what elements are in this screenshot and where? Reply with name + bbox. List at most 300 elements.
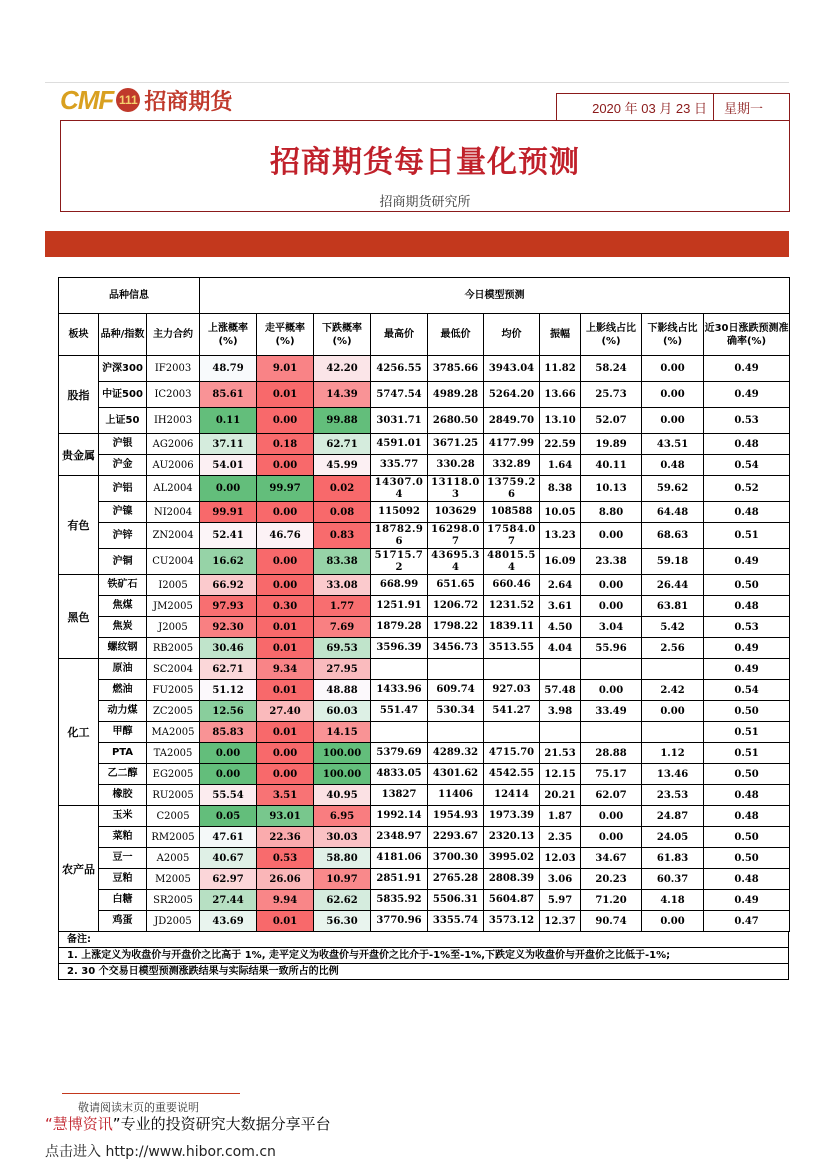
flat-prob-cell: 0.30: [257, 596, 314, 617]
down-prob-cell: 58.80: [314, 848, 371, 869]
up-prob-cell: 27.44: [200, 890, 257, 911]
contract-cell: AL2004: [147, 476, 200, 502]
avg-cell: 1231.52: [484, 596, 540, 617]
upper-shadow-cell: 20.23: [581, 869, 642, 890]
down-prob-cell: 100.00: [314, 743, 371, 764]
amplitude-cell: 21.53: [540, 743, 581, 764]
contract-cell: AG2006: [147, 434, 200, 455]
down-prob-cell: 14.39: [314, 382, 371, 408]
contract-cell: A2005: [147, 848, 200, 869]
accuracy-cell: 0.48: [704, 806, 790, 827]
table-row: [59, 617, 790, 638]
col-header: 均价: [484, 314, 540, 356]
amplitude-cell: 13.23: [540, 523, 581, 549]
down-prob-cell: 60.03: [314, 701, 371, 722]
up-prob-cell: 97.93: [200, 596, 257, 617]
accuracy-cell: 0.50: [704, 827, 790, 848]
upper-shadow-cell: 71.20: [581, 890, 642, 911]
col-header: 主力合约: [147, 314, 200, 356]
up-prob-cell: 0.00: [200, 764, 257, 785]
avg-cell: 541.27: [484, 701, 540, 722]
flat-prob-cell: 0.00: [257, 502, 314, 523]
low-cell: 103629: [428, 502, 484, 523]
lower-shadow-cell: 2.56: [642, 638, 704, 659]
avg-cell: 4542.55: [484, 764, 540, 785]
amplitude-cell: 4.04: [540, 638, 581, 659]
variety-cell: 玉米: [99, 806, 147, 827]
variety-cell: 燃油: [99, 680, 147, 701]
footer-divider: [62, 1093, 240, 1094]
upper-shadow-cell: [581, 659, 642, 680]
avg-cell: 12414: [484, 785, 540, 806]
sector-cell: 有色: [59, 476, 99, 575]
upper-shadow-cell: 3.04: [581, 617, 642, 638]
up-prob-cell: 12.56: [200, 701, 257, 722]
amplitude-cell: 2.64: [540, 575, 581, 596]
low-cell: 3355.74: [428, 911, 484, 932]
down-prob-cell: 62.71: [314, 434, 371, 455]
up-prob-cell: 43.69: [200, 911, 257, 932]
accuracy-cell: 0.48: [704, 869, 790, 890]
amplitude-cell: 22.59: [540, 434, 581, 455]
down-prob-cell: 48.88: [314, 680, 371, 701]
lower-shadow-cell: 23.53: [642, 785, 704, 806]
lower-shadow-cell: 0.48: [642, 455, 704, 476]
low-cell: 3785.66: [428, 356, 484, 382]
table-row: [59, 722, 790, 743]
accuracy-cell: 0.49: [704, 638, 790, 659]
variety-cell: 沪铜: [99, 549, 147, 575]
lower-shadow-cell: 4.18: [642, 890, 704, 911]
note-item: 1. 上涨定义为收盘价与开盘价之比高于 1%, 走平定义为收盘价与开盘价之比介于-1%至-1%,下跌定义为收盘价与开盘价之比低于-1%;: [58, 948, 789, 964]
variety-cell: 铁矿石: [99, 575, 147, 596]
high-cell: 2348.97: [371, 827, 428, 848]
lower-shadow-cell: 1.12: [642, 743, 704, 764]
sector-cell: 农产品: [59, 806, 99, 932]
upper-shadow-cell: 25.73: [581, 382, 642, 408]
lower-shadow-cell: 64.48: [642, 502, 704, 523]
high-cell: 4591.01: [371, 434, 428, 455]
upper-shadow-cell: 23.38: [581, 549, 642, 575]
table-row: [59, 701, 790, 722]
contract-cell: RM2005: [147, 827, 200, 848]
accuracy-cell: 0.52: [704, 476, 790, 502]
logo-text-en: CMF: [60, 84, 114, 115]
flat-prob-cell: 0.01: [257, 911, 314, 932]
up-prob-cell: 52.41: [200, 523, 257, 549]
forecast-table: [58, 277, 790, 932]
contract-cell: CU2004: [147, 549, 200, 575]
amplitude-cell: 4.50: [540, 617, 581, 638]
contract-cell: RB2005: [147, 638, 200, 659]
accuracy-cell: 0.50: [704, 701, 790, 722]
variety-cell: 中证500: [99, 382, 147, 408]
down-prob-cell: 62.62: [314, 890, 371, 911]
amplitude-cell: 11.82: [540, 356, 581, 382]
down-prob-cell: 56.30: [314, 911, 371, 932]
avg-cell: 927.03: [484, 680, 540, 701]
high-cell: 5835.92: [371, 890, 428, 911]
page-title: 招商期货每日量化预测: [270, 145, 580, 180]
variety-cell: 动力煤: [99, 701, 147, 722]
avg-cell: 3995.02: [484, 848, 540, 869]
high-cell: 4256.55: [371, 356, 428, 382]
lower-shadow-cell: 59.18: [642, 549, 704, 575]
contract-cell: IH2003: [147, 408, 200, 434]
table-row: [59, 434, 790, 455]
ad-rest: ”专业的投资研究大数据分享平台: [112, 1115, 331, 1133]
col-header: 上涨概率(%): [200, 314, 257, 356]
variety-cell: 豆一: [99, 848, 147, 869]
table-row: [59, 911, 790, 932]
avg-cell: 3573.12: [484, 911, 540, 932]
accuracy-cell: 0.48: [704, 502, 790, 523]
low-cell: 2293.67: [428, 827, 484, 848]
contract-cell: TA2005: [147, 743, 200, 764]
up-prob-cell: 0.11: [200, 408, 257, 434]
contract-cell: SC2004: [147, 659, 200, 680]
note-item: 2. 30 个交易日模型预测涨跌结果与实际结果一致所占的比例: [58, 964, 789, 980]
low-cell: 43695.3 4: [428, 549, 484, 575]
table-row: [59, 596, 790, 617]
lower-shadow-cell: 24.05: [642, 827, 704, 848]
section-banner: [45, 231, 789, 257]
lower-shadow-cell: 5.42: [642, 617, 704, 638]
avg-cell: 2849.70: [484, 408, 540, 434]
avg-cell: [484, 659, 540, 680]
down-prob-cell: 10.97: [314, 869, 371, 890]
upper-shadow-cell: 75.17: [581, 764, 642, 785]
amplitude-cell: 1.87: [540, 806, 581, 827]
avg-cell: 1973.39: [484, 806, 540, 827]
contract-cell: AU2006: [147, 455, 200, 476]
contract-cell: JD2005: [147, 911, 200, 932]
amplitude-cell: 13.10: [540, 408, 581, 434]
contract-cell: ZC2005: [147, 701, 200, 722]
table-row: [59, 638, 790, 659]
upper-shadow-cell: 0.00: [581, 575, 642, 596]
avg-cell: 5604.87: [484, 890, 540, 911]
amplitude-cell: 2.35: [540, 827, 581, 848]
upper-shadow-cell: 10.13: [581, 476, 642, 502]
flat-prob-cell: 93.01: [257, 806, 314, 827]
amplitude-cell: 3.61: [540, 596, 581, 617]
table-row: [59, 869, 790, 890]
accuracy-cell: 0.54: [704, 455, 790, 476]
flat-prob-cell: 46.76: [257, 523, 314, 549]
variety-cell: 焦炭: [99, 617, 147, 638]
variety-cell: 鸡蛋: [99, 911, 147, 932]
down-prob-cell: 27.95: [314, 659, 371, 680]
variety-cell: PTA: [99, 743, 147, 764]
high-cell: 4833.05: [371, 764, 428, 785]
upper-shadow-cell: 0.00: [581, 680, 642, 701]
down-prob-cell: 99.88: [314, 408, 371, 434]
down-prob-cell: 40.95: [314, 785, 371, 806]
low-cell: 11406: [428, 785, 484, 806]
high-cell: 14307.0 4: [371, 476, 428, 502]
flat-prob-cell: 0.01: [257, 617, 314, 638]
up-prob-cell: 51.12: [200, 680, 257, 701]
contract-cell: SR2005: [147, 890, 200, 911]
flat-prob-cell: 0.00: [257, 408, 314, 434]
lower-shadow-cell: 63.81: [642, 596, 704, 617]
upper-shadow-cell: 0.00: [581, 523, 642, 549]
low-cell: 330.28: [428, 455, 484, 476]
col-header: 上影线占比(%): [581, 314, 642, 356]
up-prob-cell: 0.00: [200, 743, 257, 764]
footer-link[interactable]: 点击进入 http://www.hibor.com.cn: [45, 1144, 276, 1160]
contract-cell: ZN2004: [147, 523, 200, 549]
variety-cell: 白糖: [99, 890, 147, 911]
contract-cell: FU2005: [147, 680, 200, 701]
up-prob-cell: 16.62: [200, 549, 257, 575]
col-header: 下跌概率(%): [314, 314, 371, 356]
col-header: 走平概率(%): [257, 314, 314, 356]
up-prob-cell: 0.05: [200, 806, 257, 827]
flat-prob-cell: 0.53: [257, 848, 314, 869]
accuracy-cell: 0.54: [704, 680, 790, 701]
avg-cell: 332.89: [484, 455, 540, 476]
low-cell: 4289.32: [428, 743, 484, 764]
high-cell: [371, 659, 428, 680]
table-row: [59, 455, 790, 476]
contract-cell: C2005: [147, 806, 200, 827]
variety-cell: 乙二醇: [99, 764, 147, 785]
down-prob-cell: 7.69: [314, 617, 371, 638]
variety-cell: 沪金: [99, 455, 147, 476]
down-prob-cell: 33.08: [314, 575, 371, 596]
avg-cell: 4715.70: [484, 743, 540, 764]
high-cell: 3770.96: [371, 911, 428, 932]
col-header: 最低价: [428, 314, 484, 356]
group-header-info: 品种信息: [59, 278, 200, 314]
upper-shadow-cell: 52.07: [581, 408, 642, 434]
amplitude-cell: 12.15: [540, 764, 581, 785]
variety-cell: 沪银: [99, 434, 147, 455]
down-prob-cell: 0.08: [314, 502, 371, 523]
accuracy-cell: 0.53: [704, 617, 790, 638]
up-prob-cell: 0.00: [200, 476, 257, 502]
variety-cell: 豆粕: [99, 869, 147, 890]
upper-shadow-cell: 34.67: [581, 848, 642, 869]
table-row: [59, 356, 790, 382]
flat-prob-cell: 0.18: [257, 434, 314, 455]
high-cell: 3031.71: [371, 408, 428, 434]
low-cell: 651.65: [428, 575, 484, 596]
variety-cell: 上证50: [99, 408, 147, 434]
down-prob-cell: 0.83: [314, 523, 371, 549]
variety-cell: 沪镍: [99, 502, 147, 523]
table-row: [59, 743, 790, 764]
up-prob-cell: 55.54: [200, 785, 257, 806]
accuracy-cell: 0.50: [704, 764, 790, 785]
accuracy-cell: 0.48: [704, 596, 790, 617]
flat-prob-cell: 0.00: [257, 764, 314, 785]
contract-cell: J2005: [147, 617, 200, 638]
down-prob-cell: 0.02: [314, 476, 371, 502]
avg-cell: 3513.55: [484, 638, 540, 659]
lower-shadow-cell: 60.37: [642, 869, 704, 890]
footer-read-note: 敬请阅读末页的重要说明: [78, 1101, 199, 1114]
avg-cell: 1839.11: [484, 617, 540, 638]
lower-shadow-cell: 24.87: [642, 806, 704, 827]
low-cell: 4301.62: [428, 764, 484, 785]
down-prob-cell: 45.99: [314, 455, 371, 476]
footer-ad: [45, 1113, 331, 1134]
low-cell: 1798.22: [428, 617, 484, 638]
down-prob-cell: 42.20: [314, 356, 371, 382]
up-prob-cell: 62.71: [200, 659, 257, 680]
high-cell: 1433.96: [371, 680, 428, 701]
flat-prob-cell: 0.00: [257, 743, 314, 764]
low-cell: 609.74: [428, 680, 484, 701]
up-prob-cell: 48.79: [200, 356, 257, 382]
table-row: [59, 502, 790, 523]
contract-cell: EG2005: [147, 764, 200, 785]
flat-prob-cell: 22.36: [257, 827, 314, 848]
low-cell: 4989.28: [428, 382, 484, 408]
amplitude-cell: 57.48: [540, 680, 581, 701]
accuracy-cell: 0.49: [704, 659, 790, 680]
lower-shadow-cell: 0.00: [642, 408, 704, 434]
col-header: 板块: [59, 314, 99, 356]
variety-cell: 原油: [99, 659, 147, 680]
sector-cell: 贵金属: [59, 434, 99, 476]
low-cell: 2765.28: [428, 869, 484, 890]
variety-cell: 菜粕: [99, 827, 147, 848]
accuracy-cell: 0.51: [704, 523, 790, 549]
accuracy-cell: 0.48: [704, 785, 790, 806]
high-cell: 13827: [371, 785, 428, 806]
low-cell: 13118.0 3: [428, 476, 484, 502]
up-prob-cell: 30.46: [200, 638, 257, 659]
ad-brand: 慧博资讯: [52, 1115, 113, 1133]
high-cell: 1879.28: [371, 617, 428, 638]
lower-shadow-cell: 0.00: [642, 382, 704, 408]
low-cell: [428, 722, 484, 743]
contract-cell: I2005: [147, 575, 200, 596]
flat-prob-cell: 0.00: [257, 455, 314, 476]
contract-cell: JM2005: [147, 596, 200, 617]
variety-cell: 沪铝: [99, 476, 147, 502]
lower-shadow-cell: 43.51: [642, 434, 704, 455]
down-prob-cell: 30.03: [314, 827, 371, 848]
upper-shadow-cell: 58.24: [581, 356, 642, 382]
low-cell: 16298.0 7: [428, 523, 484, 549]
amplitude-cell: [540, 722, 581, 743]
report-date: 2020 年 03 月 23 日: [557, 94, 714, 120]
flat-prob-cell: 0.00: [257, 575, 314, 596]
contract-cell: NI2004: [147, 502, 200, 523]
lower-shadow-cell: 2.42: [642, 680, 704, 701]
down-prob-cell: 1.77: [314, 596, 371, 617]
down-prob-cell: 6.95: [314, 806, 371, 827]
contract-cell: IF2003: [147, 356, 200, 382]
low-cell: 3456.73: [428, 638, 484, 659]
avg-cell: 2808.39: [484, 869, 540, 890]
flat-prob-cell: 9.34: [257, 659, 314, 680]
contract-cell: IC2003: [147, 382, 200, 408]
accuracy-cell: 0.50: [704, 848, 790, 869]
table-row: [59, 382, 790, 408]
col-header: 下影线占比(%): [642, 314, 704, 356]
contract-cell: RU2005: [147, 785, 200, 806]
flat-prob-cell: 9.01: [257, 356, 314, 382]
flat-prob-cell: 99.97: [257, 476, 314, 502]
table-row: [59, 827, 790, 848]
up-prob-cell: 40.67: [200, 848, 257, 869]
high-cell: 5747.54: [371, 382, 428, 408]
high-cell: 551.47: [371, 701, 428, 722]
flat-prob-cell: 26.06: [257, 869, 314, 890]
top-rule: [45, 82, 789, 83]
ad-quote-open: “: [45, 1115, 53, 1133]
col-header: 近30日涨跌预测准确率(%): [704, 314, 790, 356]
up-prob-cell: 47.61: [200, 827, 257, 848]
high-cell: 668.99: [371, 575, 428, 596]
amplitude-cell: 10.05: [540, 502, 581, 523]
accuracy-cell: 0.51: [704, 722, 790, 743]
upper-shadow-cell: 28.88: [581, 743, 642, 764]
high-cell: 2851.91: [371, 869, 428, 890]
logo-badge-icon: 111: [116, 88, 140, 112]
up-prob-cell: 54.01: [200, 455, 257, 476]
up-prob-cell: 66.92: [200, 575, 257, 596]
high-cell: [371, 722, 428, 743]
amplitude-cell: 12.03: [540, 848, 581, 869]
high-cell: 3596.39: [371, 638, 428, 659]
date-box: [556, 93, 790, 121]
amplitude-cell: 8.38: [540, 476, 581, 502]
high-cell: 115092: [371, 502, 428, 523]
upper-shadow-cell: 33.49: [581, 701, 642, 722]
upper-shadow-cell: 62.07: [581, 785, 642, 806]
accuracy-cell: 0.53: [704, 408, 790, 434]
lower-shadow-cell: [642, 722, 704, 743]
flat-prob-cell: 0.01: [257, 680, 314, 701]
lower-shadow-cell: 0.00: [642, 356, 704, 382]
down-prob-cell: 14.15: [314, 722, 371, 743]
sector-cell: 黑色: [59, 575, 99, 659]
upper-shadow-cell: 40.11: [581, 455, 642, 476]
avg-cell: 660.46: [484, 575, 540, 596]
amplitude-cell: 20.21: [540, 785, 581, 806]
low-cell: 3671.25: [428, 434, 484, 455]
avg-cell: 4177.99: [484, 434, 540, 455]
high-cell: 18782.9 6: [371, 523, 428, 549]
group-header-forecast: 今日模型预测: [200, 278, 790, 314]
accuracy-cell: 0.49: [704, 382, 790, 408]
col-header: 振幅: [540, 314, 581, 356]
contract-cell: M2005: [147, 869, 200, 890]
up-prob-cell: 85.83: [200, 722, 257, 743]
flat-prob-cell: 27.40: [257, 701, 314, 722]
table-row: [59, 764, 790, 785]
table-row: [59, 575, 790, 596]
company-logo: [60, 84, 232, 116]
flat-prob-cell: 0.01: [257, 382, 314, 408]
lower-shadow-cell: 0.00: [642, 911, 704, 932]
notes-label: 备注:: [58, 932, 789, 948]
page-subtitle: 招商期货研究所: [379, 195, 471, 210]
upper-shadow-cell: 8.80: [581, 502, 642, 523]
avg-cell: 5264.20: [484, 382, 540, 408]
up-prob-cell: 85.61: [200, 382, 257, 408]
sector-cell: 股指: [59, 356, 99, 434]
low-cell: 3700.30: [428, 848, 484, 869]
table-row: [59, 848, 790, 869]
